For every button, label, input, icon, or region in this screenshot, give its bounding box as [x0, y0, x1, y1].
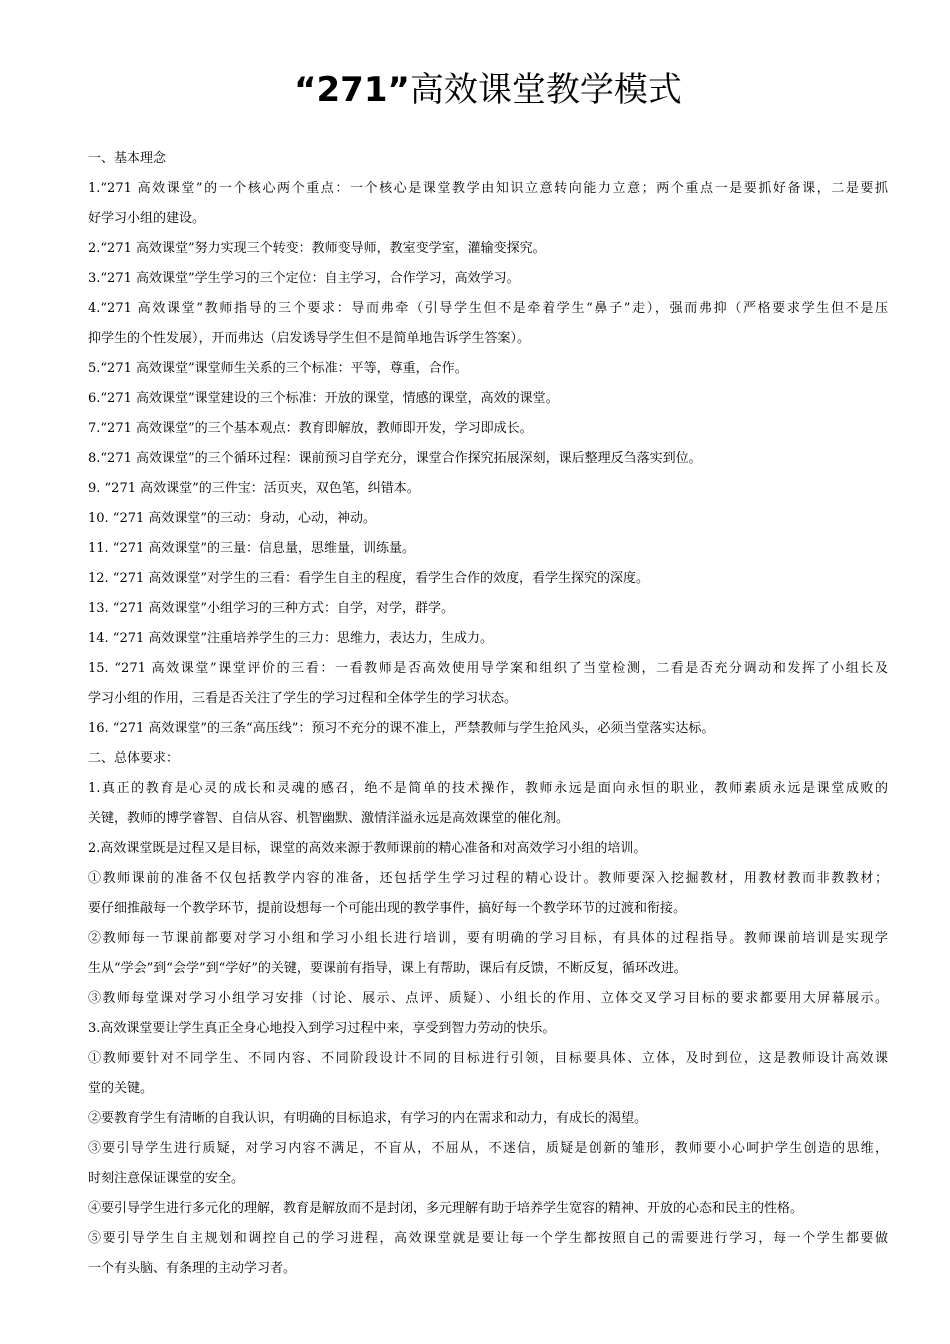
section2-line: ②要教育学生有清晰的自我认识，有明确的目标追求，有学习的内在需求和动力，有成长的渴望。 — [88, 1111, 648, 1126]
section2-line: 时刻注意保证课堂的安全。 — [88, 1171, 245, 1186]
section1-line: 12. “271 高效课堂”对学生的三看：看学生自主的程度，看学生合作的效度，看学生探究的深度。 — [88, 571, 650, 586]
section2-line: 2.高效课堂既是过程又是目标，课堂的高效来源于教师课前的精心准备和对高效学习小组的培训。 — [88, 841, 647, 856]
section2-line: 1.真正的教育是心灵的成长和灵魂的感召，绝不是简单的技术操作，教师永远是面向永恒的职业，教师素质永远是课堂成败的 — [88, 781, 888, 796]
section2-line: ①教师课前的准备不仅包括教学内容的准备，还包括学生学习过程的精心设计。教师要深入挖掘教材，用教材教而非教教材； — [88, 871, 888, 886]
section1-line: 13. “271 高效课堂”小组学习的三种方式：自学，对学，群学。 — [88, 601, 455, 616]
document-body — [88, 144, 888, 1284]
section1-line: 16. “271 高效课堂”的三条“高压线”：预习不充分的课不准上，严禁教师与学生抢风头，必须当堂落实达标。 — [88, 721, 715, 736]
section2-heading: 二、总体要求： — [88, 751, 180, 766]
section1-line: 10. “271 高效课堂”的三动：身动，心动，神动。 — [88, 511, 377, 526]
section1-line: 6.“271 高效课堂”课堂建设的三个标准：开放的课堂，情感的课堂，高效的课堂。 — [88, 391, 559, 406]
section2-line: 关键，教师的博学睿智、自信从容、机智幽默、激情洋溢永远是高效课堂的催化剂。 — [88, 811, 570, 826]
section2-line: 生从“学会”到“会学”到“学好”的关键，要课前有指导，课上有帮助，课后有反馈，不断反复，循环改进。 — [88, 961, 687, 976]
title-prefix: “271” — [294, 70, 410, 110]
section1-line: 4.“271 高效课堂”教师指导的三个要求：导而弗牵（引导学生但不是牵着学生“鼻子”走），强而弗抑（严格要求学生但不是压 — [88, 301, 888, 316]
section1-line: 7.“271 高效课堂”的三个基本观点：教育即解放，教师即开发，学习即成长。 — [88, 421, 533, 436]
section1-content — [88, 174, 888, 744]
section1-line: 1.“271 高效课堂”的一个核心两个重点：一个核心是课堂教学由知识立意转向能力立意；两个重点一是要抓好备课，二是要抓 — [88, 181, 888, 196]
section2-line: ⑤要引导学生自主规划和调控自己的学习进程，高效课堂就是要让每一个学生都按照自己的需要进行学习，每一个学生都要做 — [88, 1231, 888, 1246]
title-text: 高效课堂教学模式 — [409, 70, 682, 110]
document-title — [88, 66, 888, 114]
section1-line: 5.“271 高效课堂”课堂师生关系的三个标准：平等，尊重，合作。 — [88, 361, 468, 376]
section2-line: 要仔细推敲每一个教学环节，提前设想每一个可能出现的教学事件，搞好每一个教学环节的过渡和衔接。 — [88, 901, 687, 916]
section1-line: 8.“271 高效课堂”的三个循环过程：课前预习自学充分，课堂合作探究拓展深刻，课后整理反刍落实到位。 — [88, 451, 702, 466]
section2-line: ③教师每堂课对学习小组学习安排（讨论、展示、点评、质疑）、小组长的作用、立体交叉学习目标的要求都要用大屏幕展示。 — [88, 991, 888, 1006]
section1-line: 11. “271 高效课堂”的三量：信息量，思维量，训练量。 — [88, 541, 416, 556]
section1-line: 2.“271 高效课堂”努力实现三个转变：教师变导师，教室变学室，灌输变探究。 — [88, 241, 546, 256]
section2-line: ①教师要针对不同学生、不同内容、不同阶段设计不同的目标进行引领，目标要具体、立体，及时到位，这是教师设计高效课 — [88, 1051, 888, 1066]
section1-line: 14. “271 高效课堂”注重培养学生的三力：思维力，表达力，生成力。 — [88, 631, 494, 646]
section2-line: 3.高效课堂要让学生真正全身心地投入到学习过程中来，享受到智力劳动的快乐。 — [88, 1021, 556, 1036]
section1-line: 3.“271 高效课堂”学生学习的三个定位：自主学习，合作学习，高效学习。 — [88, 271, 520, 286]
section1-line: 9. “271 高效课堂”的三件宝：活页夹，双色笔，纠错本。 — [88, 481, 420, 496]
section2-line: ②教师每一节课前都要对学习小组和学习小组长进行培训，要有明确的学习目标，有具体的过程指导。教师课前培训是实现学 — [88, 931, 888, 946]
section1-line: 15. “271 高效课堂”课堂评价的三看：一看教师是否高效使用导学案和组织了当堂检测，二看是否充分调动和发挥了小组长及 — [88, 661, 888, 676]
section1-line: 好学习小组的建设。 — [88, 211, 206, 226]
section2-line: 堂的关键。 — [88, 1081, 154, 1096]
section2-line: ③要引导学生进行质疑，对学习内容不满足，不盲从，不屈从，不迷信，质疑是创新的雏形，教师要小心呵护学生创造的思维， — [88, 1141, 888, 1156]
section2-line: 一个有头脑、有条理的主动学习者。 — [88, 1261, 297, 1276]
section1-line: 抑学生的个性发展），开而弗达（启发诱导学生但不是简单地告诉学生答案）。 — [88, 331, 531, 346]
section1-line: 学习小组的作用，三看是否关注了学生的学习过程和全体学生的学习状态。 — [88, 691, 518, 706]
section1-heading: 一、基本理念 — [88, 151, 167, 166]
section2-line: ④要引导学生进行多元化的理解，教育是解放而不是封闭，多元理解有助于培养学生宽容的精神、开放的心态和民主的性格。 — [88, 1201, 804, 1216]
section2-content — [88, 774, 888, 1284]
